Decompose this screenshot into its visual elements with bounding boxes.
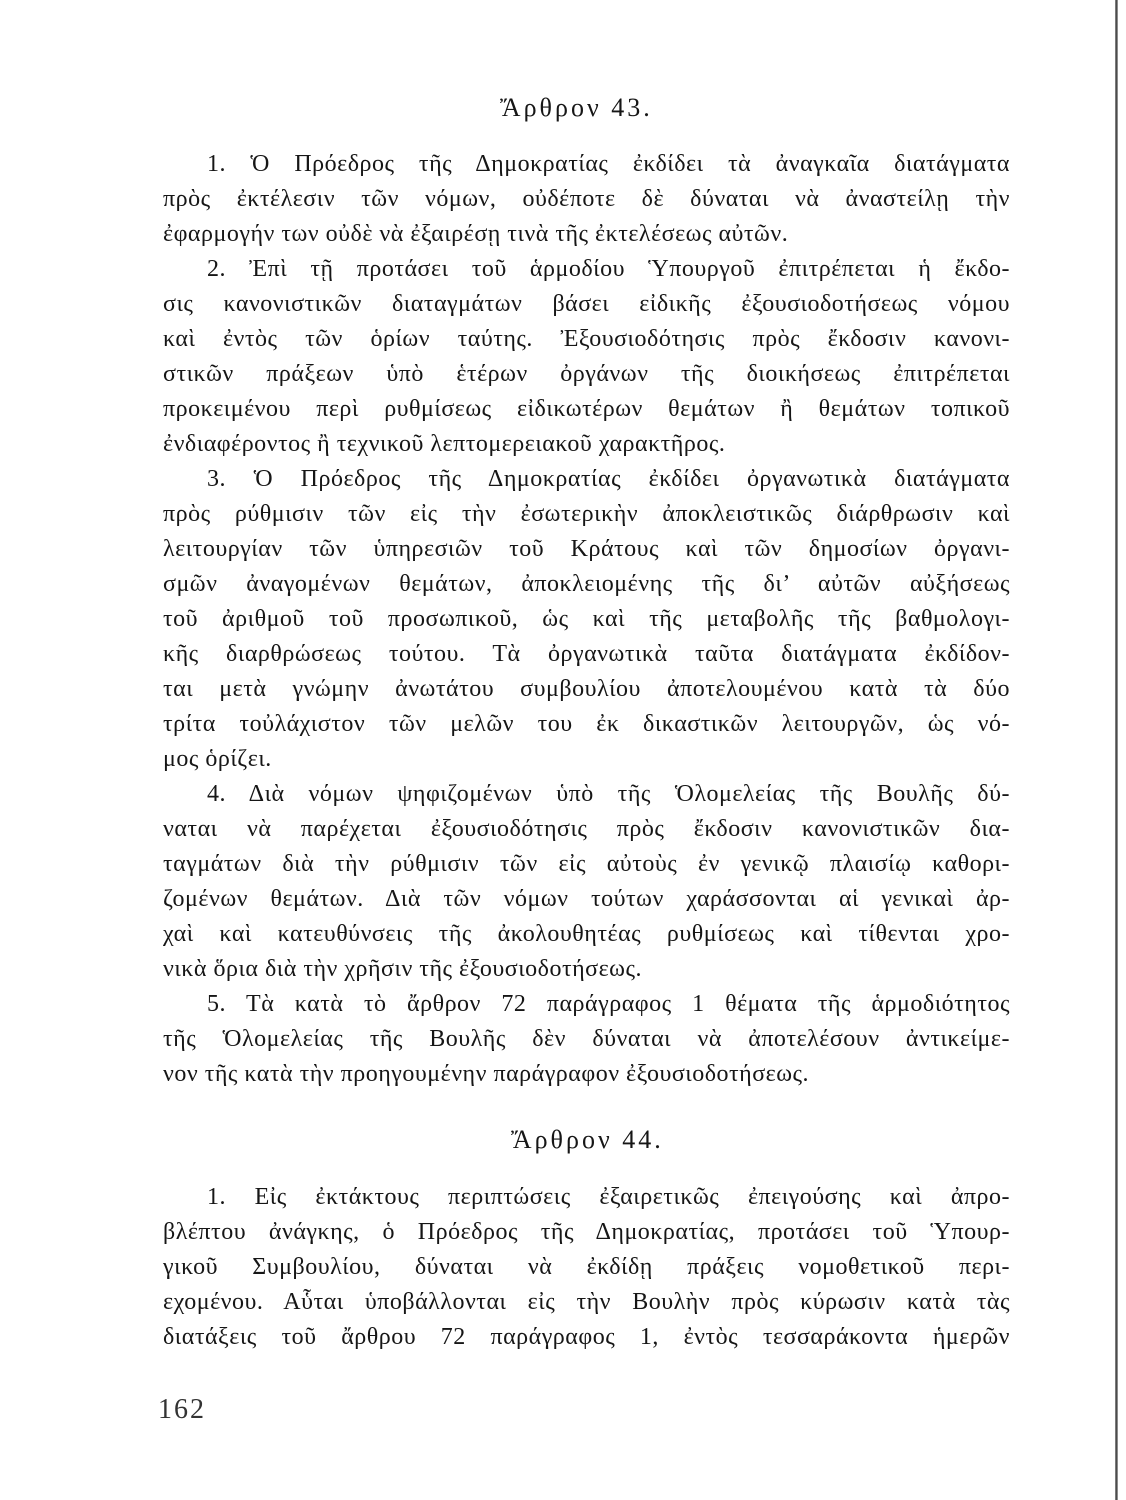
text-line: χαὶ καὶ κατευθύνσεις τῆς ἀκολουθητέας ρυθμίσεως καὶ τίθενται χρο- bbox=[163, 921, 1010, 947]
text-line: σις κανονιστικῶν διαταγμάτων βάσει εἰδικῆς ἐξουσιοδοτήσεως νόμου bbox=[163, 291, 1010, 317]
text-line: μος ὁρίζει. bbox=[163, 746, 272, 772]
text-line: ἐφαρμογήν των οὐδὲ νὰ ἐξαιρέσῃ τινὰ τῆς ἐκτελέσεως αὐτῶν. bbox=[163, 221, 789, 247]
text-line: ζομένων θεμάτων. Διὰ τῶν νόμων τούτων χαράσσονται αἱ γενικαὶ ἀρ- bbox=[163, 886, 1010, 912]
text-line: 2. Ἐπὶ τῇ προτάσει τοῦ ἁρμοδίου Ὑπουργοῦ ἐπιτρέπεται ἡ ἔκδο- bbox=[207, 256, 1010, 282]
text-line: 4. Διὰ νόμων ψηφιζομένων ὑπὸ τῆς Ὁλομελείας τῆς Βουλῆς δύ- bbox=[207, 781, 1010, 807]
text-line: καὶ ἐντὸς τῶν ὁρίων ταύτης. Ἐξουσιοδότησις πρὸς ἔκδοσιν κανονι- bbox=[163, 326, 1010, 352]
article-44-heading: Ἄρθρον 44. bbox=[511, 1125, 664, 1154]
text-line: 3. Ὁ Πρόεδρος τῆς Δημοκρατίας ἐκδίδει ὀργανωτικὰ διατάγματα bbox=[207, 466, 1010, 492]
paragraph-5 bbox=[163, 987, 1010, 1092]
text-line: ναται νὰ παρέχεται ἐξουσιοδότησις πρὸς ἔκδοσιν κανονιστικῶν δια- bbox=[163, 816, 1010, 842]
text-line: βλέπτου ἀνάγκης, ὁ Πρόεδρος τῆς Δημοκρατίας, προτάσει τοῦ Ὑπουρ- bbox=[163, 1219, 1010, 1245]
text-line: τῆς Ὁλομελείας τῆς Βουλῆς δὲν δύναται νὰ ἀποτελέσουν ἀντικείμε- bbox=[163, 1026, 1010, 1052]
article-43-heading: Ἄρθρον 43. bbox=[500, 93, 653, 122]
article-44-body bbox=[163, 1180, 1010, 1355]
paragraph-2 bbox=[163, 252, 1010, 462]
text-line: γικοῦ Συμβουλίου, δύναται νὰ ἐκδίδῃ πράξεις νομοθετικοῦ περι- bbox=[163, 1254, 1010, 1280]
text-line: πρὸς ἐκτέλεσιν τῶν νόμων, οὐδέποτε δὲ δύναται νὰ ἀναστείλῃ τὴν bbox=[163, 186, 1010, 212]
text-line: λειτουργίαν τῶν ὑπηρεσιῶν τοῦ Κράτους καὶ τῶν δημοσίων ὀργανι- bbox=[163, 536, 1010, 562]
text-line: ται μετὰ γνώμην ἀνωτάτου συμβουλίου ἀποτελουμένου κατὰ τὰ δύο bbox=[163, 676, 1010, 702]
paragraph-4 bbox=[163, 777, 1010, 987]
paragraph-1 bbox=[163, 147, 1010, 252]
text-line: διατάξεις τοῦ ἄρθρου 72 παράγραφος 1, ἐντὸς τεσσαράκοντα ἡμερῶν bbox=[163, 1324, 1010, 1350]
text-line: πρὸς ρύθμισιν τῶν εἰς τὴν ἐσωτερικὴν ἀποκλειστικῶς διάρθρωσιν καὶ bbox=[163, 501, 1010, 527]
page-number: 162 bbox=[158, 1394, 206, 1425]
text-line: νον τῆς κατὰ τὴν προηγουμένην παράγραφον ἐξουσιοδοτήσεως. bbox=[163, 1061, 810, 1087]
article-43-body bbox=[163, 147, 1010, 1092]
text-line: σμῶν ἀναγομένων θεμάτων, ἀποκλειομένης τῆς δι’ αὐτῶν αὐξήσεως bbox=[163, 571, 1010, 597]
text-line: τρίτα τοὐλάχιστον τῶν μελῶν του ἐκ δικαστικῶν λειτουργῶν, ὡς νό- bbox=[163, 711, 1010, 737]
text-line: νικὰ ὅρια διὰ τὴν χρῆσιν τῆς ἐξουσιοδοτήσεως. bbox=[163, 956, 642, 982]
text-line: 5. Τὰ κατὰ τὸ ἄρθρον 72 παράγραφος 1 θέματα τῆς ἁρμοδιότητος bbox=[207, 991, 1010, 1017]
paragraph-3 bbox=[163, 462, 1010, 777]
text-line: ταγμάτων διὰ τὴν ρύθμισιν τῶν εἰς αὐτοὺς ἐν γενικῷ πλαισίῳ καθορι- bbox=[163, 851, 1010, 877]
text-line: κῆς διαρθρώσεως τούτου. Τὰ ὀργανωτικὰ ταῦτα διατάγματα ἐκδίδον- bbox=[163, 641, 1010, 667]
text-line: στικῶν πράξεων ὑπὸ ἑτέρων ὀργάνων τῆς διοικήσεως ἐπιτρέπεται bbox=[163, 361, 1010, 387]
text-line: 1. Ὁ Πρόεδρος τῆς Δημοκρατίας ἐκδίδει τὰ ἀναγκαῖα διατάγματα bbox=[207, 151, 1010, 177]
text-line: εχομένου. Αὗται ὑποβάλλονται εἰς τὴν Βουλὴν πρὸς κύρωσιν κατὰ τὰς bbox=[163, 1289, 1010, 1315]
text-line: 1. Εἰς ἐκτάκτους περιπτώσεις ἐξαιρετικῶς ἐπειγούσης καὶ ἀπρο- bbox=[207, 1184, 1010, 1210]
paragraph-1 bbox=[163, 1180, 1010, 1355]
page-edge-line bbox=[1115, 0, 1118, 1500]
text-line: τοῦ ἀριθμοῦ τοῦ προσωπικοῦ, ὡς καὶ τῆς μεταβολῆς τῆς βαθμολογι- bbox=[163, 606, 1010, 632]
text-line: προκειμένου περὶ ρυθμίσεως εἰδικωτέρων θεμάτων ἢ θεμάτων τοπικοῦ bbox=[163, 396, 1010, 422]
text-line: ἐνδιαφέροντος ἢ τεχνικοῦ λεπτομερειακοῦ χαρακτῆρος. bbox=[163, 431, 726, 457]
